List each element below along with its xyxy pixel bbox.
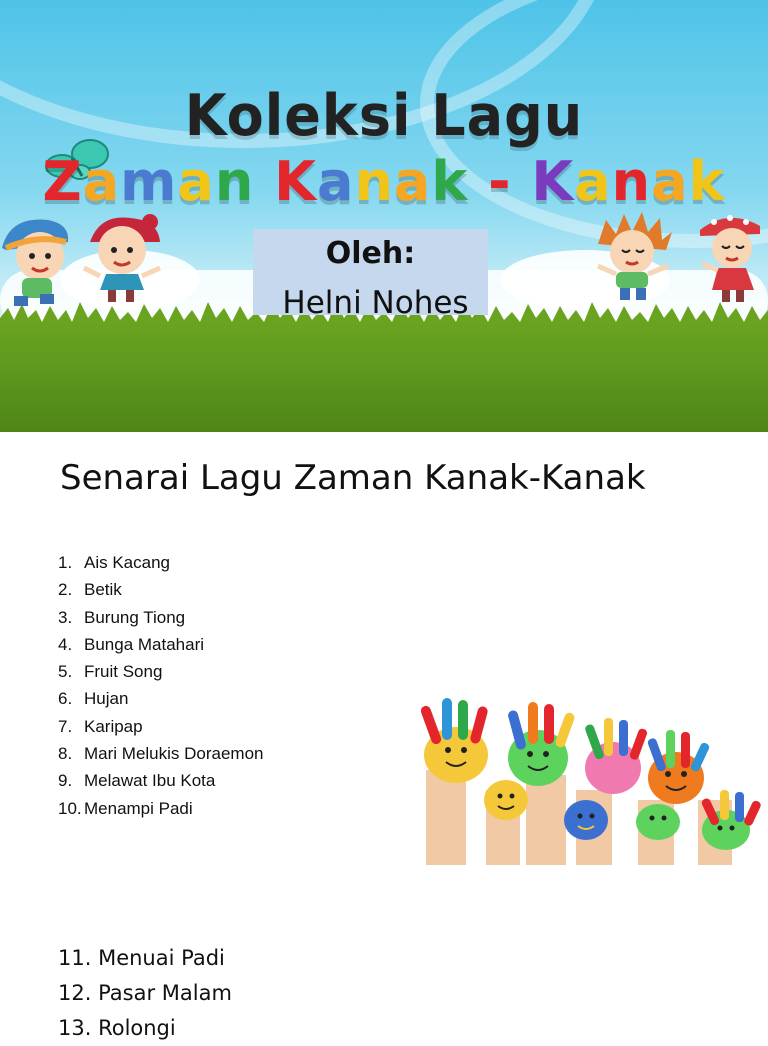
list-item-title: Ais Kacang — [84, 553, 170, 572]
list-item — [58, 767, 264, 794]
list-item — [58, 795, 264, 822]
kid-boy-cap-illustration — [0, 212, 80, 312]
title-letter: a — [574, 150, 612, 213]
song-list-continued — [58, 941, 232, 1046]
list-item-number: 9. — [58, 771, 73, 791]
author-name: Helni Nohes — [282, 285, 469, 321]
list-item — [58, 631, 264, 658]
title-letter: - — [488, 150, 512, 213]
list-item-title: Hujan — [84, 689, 129, 709]
list-item — [58, 658, 264, 685]
oleh-label: Oleh: — [325, 236, 416, 271]
title-koleksi-lagu: Koleksi Lagu — [184, 82, 584, 149]
list-item — [58, 604, 264, 631]
list-item-title: Betik — [84, 580, 122, 600]
list-item: 11. Menuai Padi — [58, 946, 225, 970]
grass-field — [0, 322, 768, 432]
title-letter: m — [120, 150, 178, 213]
title-letter: a — [82, 150, 121, 213]
title-letter: n — [354, 150, 394, 213]
title-slide — [0, 0, 768, 432]
title-letter: n — [611, 150, 652, 213]
title-letter: a — [393, 150, 432, 213]
song-list-title: Senarai Lagu Zaman Kanak-Kanak — [60, 458, 646, 498]
list-item-title: Fruit Song — [84, 662, 163, 682]
title-letter: a — [177, 150, 215, 213]
song-list — [58, 549, 264, 822]
title-letter — [512, 150, 532, 213]
title-letter: n — [214, 150, 255, 213]
list-item-title: Burung Tiong — [84, 607, 186, 627]
list-item-title: Menampi Padi — [84, 798, 193, 818]
list-item — [58, 740, 264, 767]
list-item-number: 4. — [58, 634, 73, 654]
list-item-number: 8. — [58, 744, 73, 764]
list-item-title: Mari Melukis Doraemon — [84, 744, 264, 764]
kid-girl-hat-illustration — [690, 208, 768, 308]
title-letter — [254, 150, 274, 213]
list-item-number: 5. — [58, 662, 73, 682]
list-item-number: 2. — [58, 580, 73, 600]
title-letter: K — [531, 150, 575, 213]
list-item-title: Bunga Matahari — [84, 634, 205, 654]
list-item-number: 10. — [58, 798, 82, 818]
title-zaman-kanak-kanak — [0, 150, 768, 213]
title-letter: a — [651, 150, 689, 213]
title-letter: Z — [42, 150, 83, 213]
list-item-number: 3. — [58, 607, 73, 627]
list-item — [58, 685, 264, 712]
title-letter: K — [274, 150, 317, 213]
list-item-title: Melawat Ibu Kota — [84, 771, 216, 791]
list-item-number: 1. — [58, 553, 73, 572]
title-letter: k — [431, 150, 469, 213]
kid-boy-orange-hair-illustration — [588, 210, 678, 302]
list-item-number: 7. — [58, 716, 73, 736]
title-letter — [468, 150, 488, 213]
title-letter: a — [317, 150, 355, 213]
title-letter: k — [688, 150, 726, 213]
list-item-number: 6. — [58, 689, 73, 709]
kid-girl-red-hair-illustration — [80, 212, 170, 304]
list-item: 13. Rolongi — [58, 1016, 176, 1040]
list-item-title: Karipap — [84, 716, 143, 736]
list-item — [58, 713, 264, 740]
list-item — [58, 576, 264, 603]
painted-hands-image — [408, 650, 768, 865]
list-item: 12. Pasar Malam — [58, 981, 232, 1005]
list-item — [58, 549, 264, 576]
